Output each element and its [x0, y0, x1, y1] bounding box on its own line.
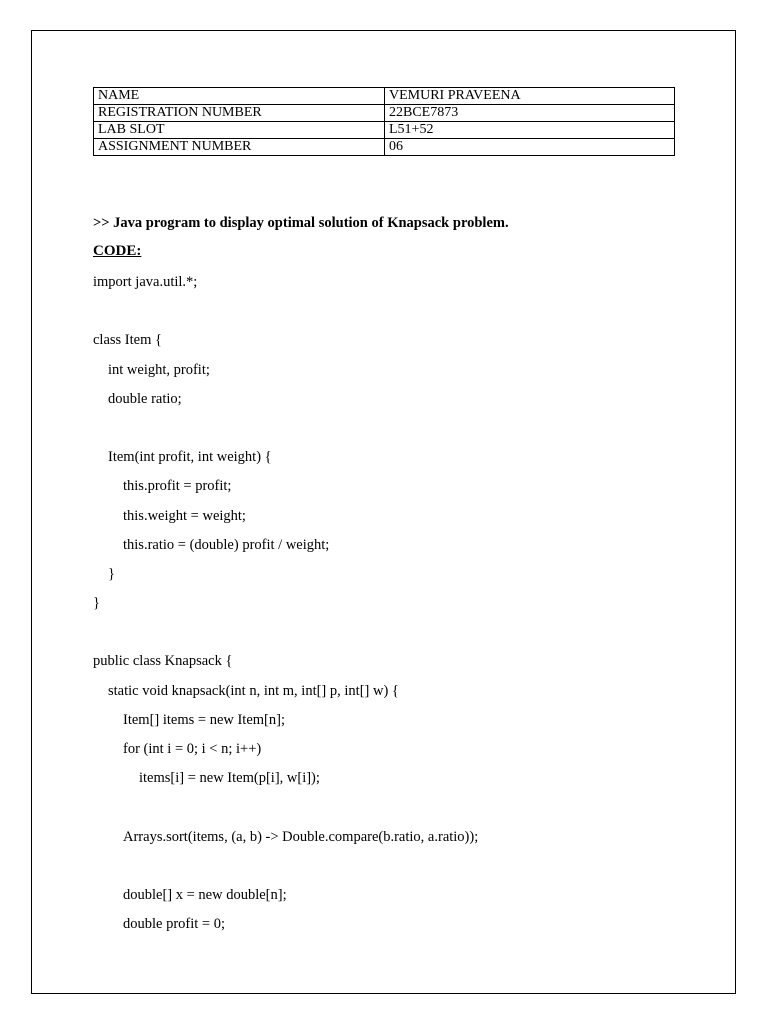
code-line: public class Knapsack {: [93, 653, 233, 670]
code-line: static void knapsack(int n, int m, int[] p, int[] w) {: [108, 682, 399, 699]
table-row: [94, 88, 675, 105]
code-line: Arrays.sort(items, (a, b) -> Double.compare(b.ratio, a.ratio));: [123, 828, 479, 845]
lab-slot-value: L51+52: [385, 122, 675, 139]
name-value: VEMURI PRAVEENA: [385, 88, 675, 105]
code-line: double[] x = new double[n];: [123, 886, 287, 903]
code-line: this.profit = profit;: [123, 478, 232, 495]
lab-slot-label: LAB SLOT: [94, 122, 385, 139]
code-line: double ratio;: [108, 390, 182, 407]
student-info-table: [93, 87, 675, 156]
registration-number-label: REGISTRATION NUMBER: [94, 105, 385, 122]
code-line: }: [108, 565, 115, 582]
code-line: class Item {: [93, 332, 162, 349]
code-line: items[i] = new Item(p[i], w[i]);: [139, 770, 320, 787]
code-line: Item(int profit, int weight) {: [108, 449, 272, 466]
code-line: [93, 618, 713, 647]
code-line: this.ratio = (double) profit / weight;: [123, 536, 330, 553]
registration-number-value: 22BCE7873: [385, 105, 675, 122]
table-row: [94, 139, 675, 156]
code-line: for (int i = 0; i < n; i++): [123, 741, 262, 757]
code-line: [93, 297, 713, 326]
code-line: Item[] items = new Item[n];: [123, 711, 285, 728]
code-line: int weight, profit;: [108, 361, 210, 378]
code-line: [93, 852, 713, 881]
program-heading: >> Java program to display optimal solution of Knapsack problem.: [93, 215, 509, 231]
table-row: [94, 105, 675, 122]
assignment-number-label: ASSIGNMENT NUMBER: [94, 139, 385, 156]
name-label: NAME: [94, 88, 385, 105]
code-line: }: [93, 595, 100, 612]
code-line: [93, 414, 713, 443]
table-row: [94, 122, 675, 139]
code-label: CODE:: [93, 243, 142, 259]
assignment-number-value: 06: [385, 139, 675, 156]
code-line: [93, 793, 713, 822]
code-line: this.weight = weight;: [123, 507, 246, 524]
code-line: import java.util.*;: [93, 274, 198, 290]
code-block: [93, 268, 713, 939]
code-line: double profit = 0;: [123, 916, 226, 933]
